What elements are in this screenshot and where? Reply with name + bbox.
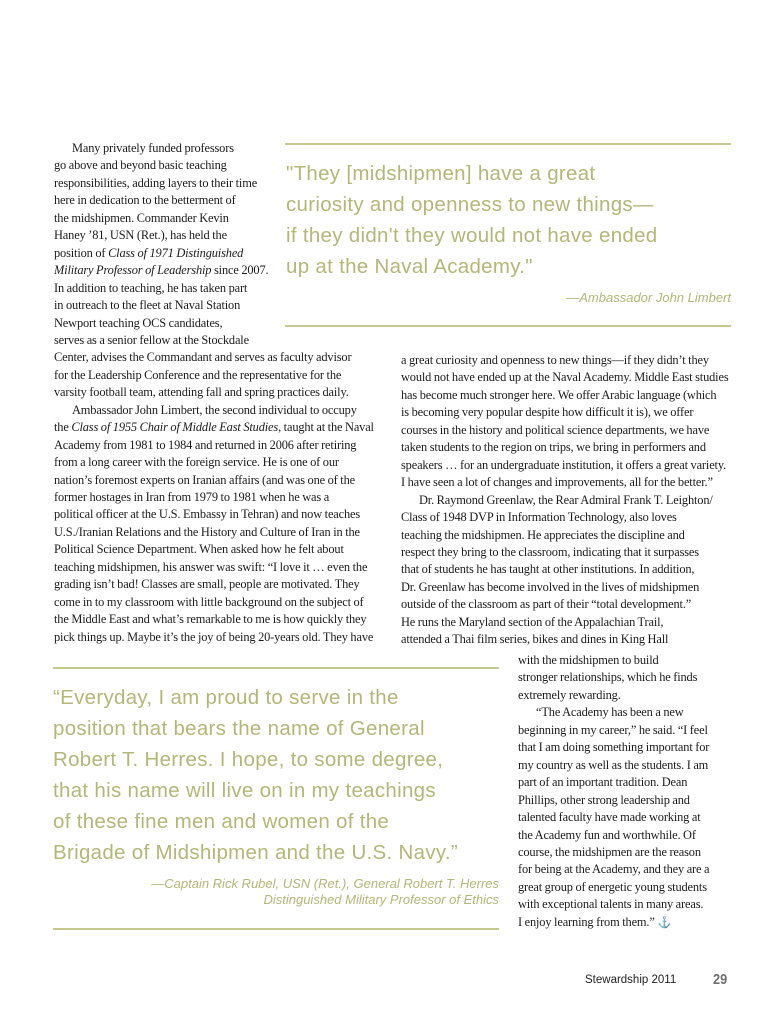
text-line: teaching midshipmen, his answer was swift: “I love it … even the xyxy=(54,559,368,574)
text-line: varsity football team, attending fall and spring practices daily. xyxy=(54,385,349,400)
text-line: teaching the midshipmen. He appreciates the discipline and xyxy=(401,527,685,542)
text-line: nation’s foremost experts on Iranian affairs (and was one of the xyxy=(54,472,355,487)
page-number: 29 xyxy=(713,971,728,988)
text-line: is becoming very popular despite how difficult it is), we offer xyxy=(401,405,694,420)
pull-quote-line: up at the Naval Academy." xyxy=(286,255,533,278)
text-line: here in dedication to the betterment of xyxy=(54,193,236,208)
pull-quote-line: Brigade of Midshipmen and the U.S. Navy.” xyxy=(53,841,459,864)
text-line: outside of the classroom as part of their “total development.” xyxy=(401,597,692,612)
pull-quote-line: position that bears the name of General xyxy=(53,717,425,740)
pull-quote-attribution: —Captain Rick Rubel, USN (Ret.), General Robert T. Herres xyxy=(151,876,499,891)
text-line: beginning in my career,” he said. “I feel xyxy=(518,722,708,737)
text-line: I enjoy learning from them.” ⚓ xyxy=(518,914,672,929)
text-line: Newport teaching OCS candidates, xyxy=(54,315,223,330)
text-line: with exceptional talents in many areas. xyxy=(518,897,704,912)
text-line: He runs the Maryland section of the Appalachian Trail, xyxy=(401,614,664,629)
pull-quote-line: curiosity and openness to new things— xyxy=(286,193,654,216)
publication-name: Stewardship 2011 xyxy=(585,974,677,986)
pull-quote-line: of these fine men and women of the xyxy=(53,810,390,833)
pull-quote-line: “Everyday, I am proud to serve in the xyxy=(53,686,399,709)
text-line: part of an important tradition. Dean xyxy=(518,775,688,790)
text-line: respect they bring to the classroom, indicating that it surpasses xyxy=(401,544,699,559)
text-line: serves as a senior fellow at the Stockdale xyxy=(54,332,249,347)
anchor-icon: ⚓ xyxy=(657,916,672,929)
text-line: from a long career with the foreign service. He is one of our xyxy=(54,455,339,470)
text-line: my country as well as the students. I am xyxy=(518,757,709,772)
text-line: in outreach to the fleet at Naval Station xyxy=(54,298,241,313)
text-line: the Class of 1955 Chair of Middle East Studies, taught at the Naval xyxy=(54,420,374,435)
pull-quote-2-top-rule xyxy=(53,667,499,669)
pull-quote-line: Robert T. Herres. I hope, to some degree, xyxy=(53,748,444,771)
text-line: courses in the history and political science departments, we have xyxy=(401,422,710,437)
pull-quote-line: "They [midshipmen] have a great xyxy=(286,162,596,185)
text-line: a great curiosity and openness to new things—if they didn’t they xyxy=(401,353,709,367)
pull-quote-line: that his name will live on in my teachings xyxy=(53,779,436,802)
text-line: former hostages in Iran from 1979 to 1981 when he was a xyxy=(54,490,330,504)
text-line: pick things up. Maybe it’s the joy of being 20-years old. They have xyxy=(54,629,374,644)
text-line: with the midshipmen to build xyxy=(518,653,659,667)
text-line: Haney ’81, USN (Ret.), has held the xyxy=(54,228,227,243)
text-line: stronger relationships, which he finds xyxy=(518,670,698,685)
text-line: the Academy fun and worthwhile. Of xyxy=(518,827,696,842)
text-line: the midshipmen. Commander Kevin xyxy=(54,210,229,225)
text-line: has become much stronger here. We offer Arabic language (which xyxy=(401,387,717,402)
text-line: that of students he has taught at other institutions. In addition, xyxy=(401,562,695,577)
text-line: Dr. Raymond Greenlaw, the Rear Admiral Frank T. Leighton/ xyxy=(419,492,713,507)
pull-quote-attribution: —Ambassador John Limbert xyxy=(566,290,731,305)
text-line: attended a Thai film series, bikes and dines in King Hall xyxy=(401,632,669,647)
text-line: Class of 1948 DVP in Information Technology, also loves xyxy=(401,510,677,525)
text-line: political officer at the U.S. Embassy in Tehran) and now teaches xyxy=(54,507,361,522)
text-line: talented faculty have made working at xyxy=(518,810,701,825)
text-line: Center, advises the Commandant and serves as faculty advisor xyxy=(54,350,352,365)
text-line: great group of energetic young students xyxy=(518,879,707,894)
text-line: Dr. Greenlaw has become involved in the lives of midshipmen xyxy=(401,579,700,594)
text-line: for the Leadership Conference and the representative for the xyxy=(54,367,342,382)
pull-quote-attribution: Distinguished Military Professor of Ethics xyxy=(263,892,499,907)
text-line: U.S./Iranian Relations and the History and Culture of Iran in the xyxy=(54,524,360,539)
pull-quote-bottom-rule xyxy=(285,325,731,327)
text-line: go above and beyond basic teaching xyxy=(54,158,227,173)
text-line: Political Science Department. When asked how he felt about xyxy=(54,542,344,557)
pull-quote-line: if they didn't they would not have ended xyxy=(286,224,658,247)
text-line: extremely rewarding. xyxy=(518,687,621,702)
text-line: In addition to teaching, he has taken part xyxy=(54,280,248,295)
text-line: Ambassador John Limbert, the second individual to occupy xyxy=(72,402,357,417)
text-line: speakers … for an undergraduate institution, it offers a great variety. xyxy=(401,457,727,472)
text-line: responsibilities, adding layers to their time xyxy=(54,175,258,190)
text-line: that I am doing something important for xyxy=(518,740,710,755)
text-line: position of Class of 1971 Distinguished xyxy=(54,245,244,260)
text-line: grading isn’t bad! Classes are small, people are motivated. They xyxy=(54,577,360,592)
text-line: would not have ended up at the Naval Academy. Middle East studies xyxy=(401,370,729,385)
text-line: Military Professor of Leadership since 2007. xyxy=(54,263,269,278)
text-line: the Middle East and what’s remarkable to me is how quickly they xyxy=(54,612,367,627)
pull-quote-2-bottom-rule xyxy=(53,928,499,930)
text-line: course, the midshipmen are the reason xyxy=(518,844,701,859)
text-line: Many privately funded professors xyxy=(72,141,234,155)
text-line: taken students to the region on trips, we bring in performers and xyxy=(401,440,706,455)
text-line: for being at the Academy, and they are a xyxy=(518,862,710,877)
text-line: “The Academy has been a new xyxy=(536,705,684,720)
text-line: Phillips, other strong leadership and xyxy=(518,792,690,807)
text-line: come in to my classroom with little background on the subject of xyxy=(54,594,364,609)
text-line: Academy from 1981 to 1984 and returned in 2006 after retiring xyxy=(54,437,357,452)
pull-quote-top-rule xyxy=(285,143,731,145)
text-line: I have seen a lot of changes and improvements, all for the better.” xyxy=(401,475,713,490)
